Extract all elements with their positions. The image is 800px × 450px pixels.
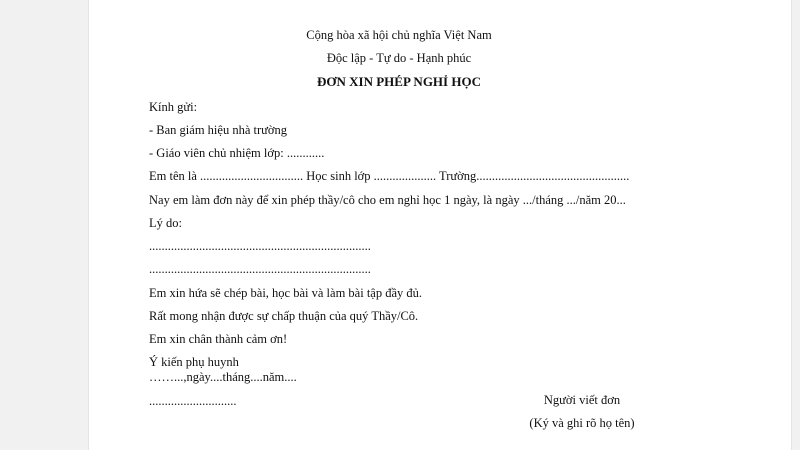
student-info-line: Em tên là ................................. Học sinh lớp .................... Trường.................................................: [149, 169, 630, 183]
parent-opinion-label: Ý kiến phụ huynh: [149, 355, 239, 369]
reason-blank-line: .......................................................................: [149, 262, 371, 276]
hope-line: Rất mong nhận được sự chấp thuận của quý Thầy/Cô.: [149, 309, 419, 323]
document-page: [88, 0, 792, 450]
document-title: ĐƠN XIN PHÉP NGHỈ HỌC: [317, 74, 481, 89]
reason-blank-line: .......................................................................: [149, 239, 371, 253]
writer-signature-note: (Ký và ghi rõ họ tên): [529, 416, 635, 430]
request-line: Nay em làm đơn này để xin phép thầy/cô cho em nghỉ học 1 ngày, là ngày .../tháng .../năm 20...: [149, 193, 626, 207]
writer-label: Người viết đơn: [543, 393, 621, 407]
thanks-line: Em xin chân thành cảm ơn!: [149, 332, 288, 346]
date-line: ……...,ngày....tháng....năm....: [149, 370, 297, 384]
parent-signature-blank: ............................: [149, 394, 237, 408]
reason-label: Lý do:: [149, 216, 182, 230]
header-country: Cộng hòa xã hội chủ nghĩa Việt Nam: [306, 28, 492, 42]
recipient-homeroom-teacher: - Giáo viên chủ nhiệm lớp: ............: [149, 146, 325, 160]
recipient-principal: - Ban giám hiệu nhà trường: [149, 123, 288, 137]
greeting: Kính gửi:: [149, 100, 198, 114]
promise-line: Em xin hứa sẽ chép bài, học bài và làm bài tập đầy đủ.: [149, 286, 423, 300]
header-motto: Độc lập - Tự do - Hạnh phúc: [326, 51, 472, 65]
